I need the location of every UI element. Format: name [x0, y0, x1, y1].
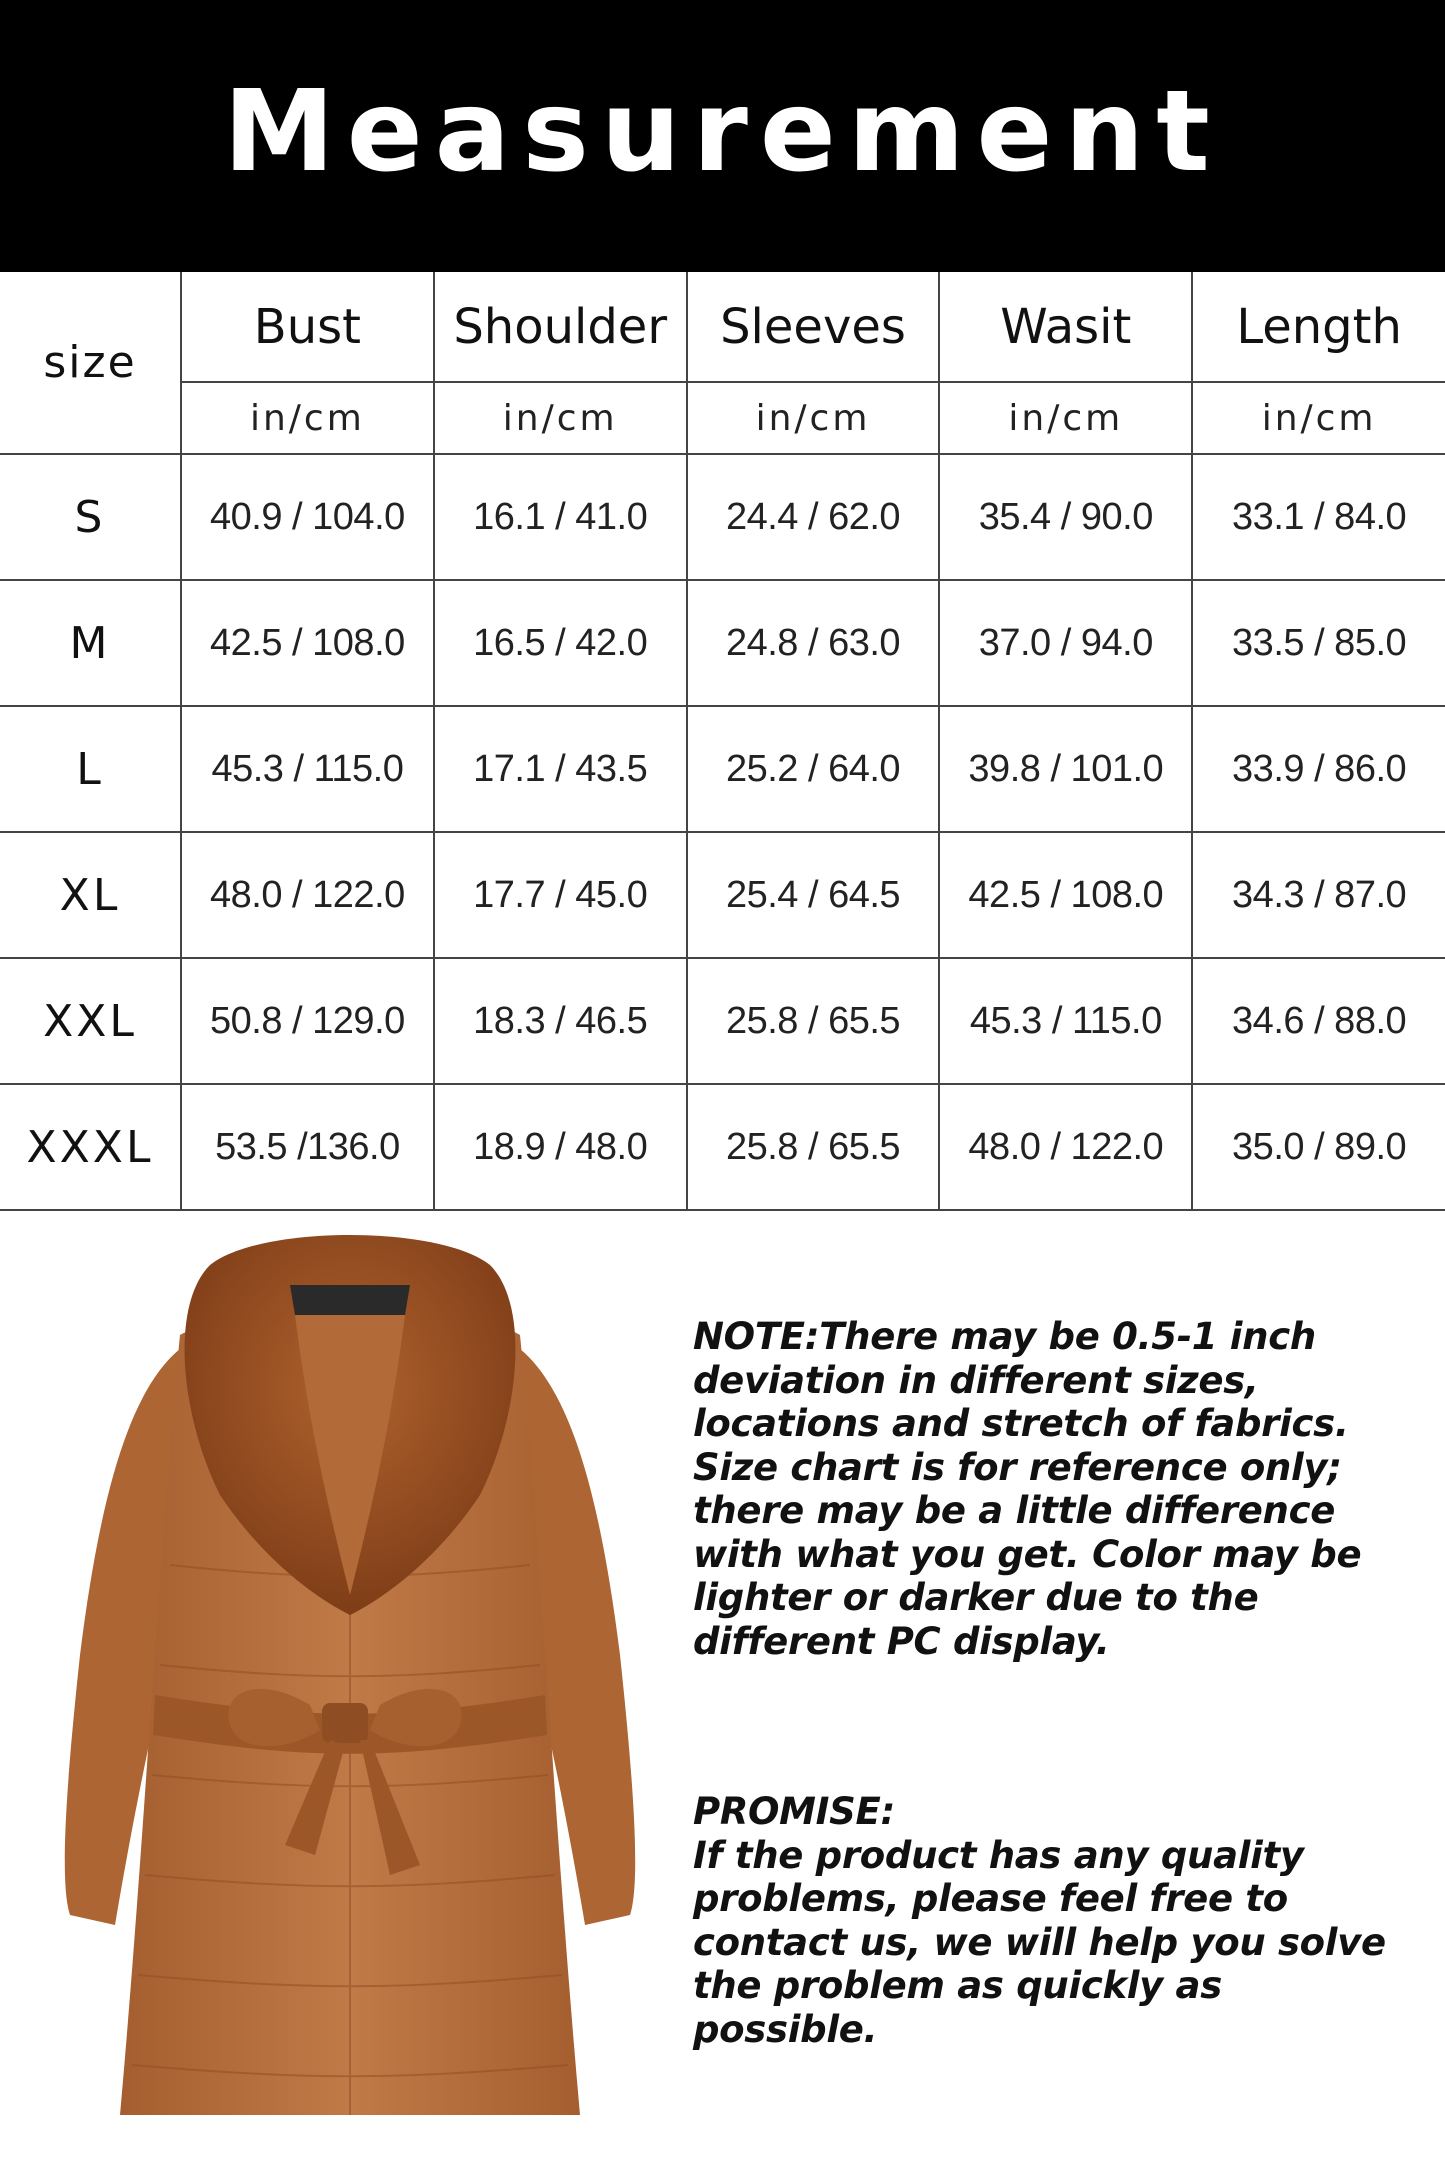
size-column-header: size	[0, 272, 181, 454]
measurement-cell: 33.9 / 86.0	[1192, 706, 1445, 832]
measurement-cell: 42.5 / 108.0	[181, 580, 434, 706]
measurement-cell: 48.0 / 122.0	[939, 1084, 1192, 1210]
header-banner	[0, 0, 1445, 272]
measurement-cell: 48.0 / 122.0	[181, 832, 434, 958]
unit-label: in/cm	[181, 382, 434, 454]
note-line: with what you get. Color may be	[693, 1532, 1362, 1576]
note-line: different PC display.	[693, 1619, 1110, 1663]
size-label: M	[0, 580, 181, 706]
promise-line: PROMISE:	[693, 1790, 895, 1833]
table-row	[0, 1084, 1445, 1210]
unit-label: in/cm	[939, 382, 1192, 454]
column-header-bust: Bust	[181, 272, 434, 382]
measurement-cell: 35.4 / 90.0	[939, 454, 1192, 580]
measurement-cell: 25.2 / 64.0	[687, 706, 940, 832]
header-row	[0, 272, 1445, 382]
table-row	[0, 580, 1445, 706]
unit-label: in/cm	[434, 382, 687, 454]
table-row	[0, 958, 1445, 1084]
note-line: lighter or darker due to the	[693, 1576, 1259, 1619]
promise-line: the problem as quickly as	[693, 1964, 1222, 2007]
table-row	[0, 832, 1445, 958]
unit-label: in/cm	[687, 382, 940, 454]
column-header-shoulder: Shoulder	[434, 272, 687, 382]
measurement-cell: 16.1 / 41.0	[434, 454, 687, 580]
size-label: XL	[0, 832, 181, 958]
promise-line: possible.	[693, 2007, 878, 2051]
measurement-cell: 45.3 / 115.0	[939, 958, 1192, 1084]
note-line: locations and stretch of fabrics.	[693, 1402, 1349, 1445]
measurement-cell: 18.3 / 46.5	[434, 958, 687, 1084]
promise-line: problems, please feel free to	[693, 1877, 1288, 1920]
measurement-cell: 37.0 / 94.0	[939, 580, 1192, 706]
table-row	[0, 454, 1445, 580]
measurement-cell: 17.1 / 43.5	[434, 706, 687, 832]
table-body	[0, 454, 1445, 1210]
coat-product-image	[60, 1235, 640, 2135]
promise-line: If the product has any quality	[693, 1833, 1304, 1877]
measurement-cell: 34.3 / 87.0	[1192, 832, 1445, 958]
page-title: Measurement	[223, 67, 1222, 197]
unit-row	[0, 382, 1445, 454]
note-line: Size chart is for reference only;	[693, 1445, 1342, 1489]
column-header-sleeves: Sleeves	[687, 272, 940, 382]
column-header-length: Length	[1192, 272, 1445, 382]
measurement-cell: 33.1 / 84.0	[1192, 454, 1445, 580]
unit-label: in/cm	[1192, 382, 1445, 454]
measurement-cell: 39.8 / 101.0	[939, 706, 1192, 832]
measurement-cell: 24.8 / 63.0	[687, 580, 940, 706]
coat-icon	[60, 1235, 640, 2135]
note-line: deviation in different sizes,	[693, 1358, 1259, 1402]
promise-text	[693, 1790, 1393, 2051]
note-line: NOTE:There may be 0.5-1 inch	[693, 1315, 1316, 1358]
measurement-cell: 40.9 / 104.0	[181, 454, 434, 580]
measurement-cell: 18.9 / 48.0	[434, 1084, 687, 1210]
size-label: XXXL	[0, 1084, 181, 1210]
size-label: L	[0, 706, 181, 832]
note-text	[693, 1315, 1393, 1663]
measurement-cell: 25.4 / 64.5	[687, 832, 940, 958]
measurement-cell: 42.5 / 108.0	[939, 832, 1192, 958]
measurement-cell: 35.0 / 89.0	[1192, 1084, 1445, 1210]
measurement-cell: 45.3 / 115.0	[181, 706, 434, 832]
measurement-cell: 25.8 / 65.5	[687, 1084, 940, 1210]
measurement-cell: 24.4 / 62.0	[687, 454, 940, 580]
table-row	[0, 706, 1445, 832]
measurement-cell: 53.5 /136.0	[181, 1084, 434, 1210]
measurement-cell: 17.7 / 45.0	[434, 832, 687, 958]
size-chart-table	[0, 272, 1445, 1211]
measurement-cell: 16.5 / 42.0	[434, 580, 687, 706]
measurement-cell: 25.8 / 65.5	[687, 958, 940, 1084]
note-line: there may be a little difference	[693, 1489, 1336, 1532]
measurement-cell: 33.5 / 85.0	[1192, 580, 1445, 706]
size-label: XXL	[0, 958, 181, 1084]
promise-line: contact us, we will help you solve	[693, 1920, 1386, 1964]
size-label: S	[0, 454, 181, 580]
column-header-waist: Wasit	[939, 272, 1192, 382]
measurement-cell: 34.6 / 88.0	[1192, 958, 1445, 1084]
measurement-cell: 50.8 / 129.0	[181, 958, 434, 1084]
